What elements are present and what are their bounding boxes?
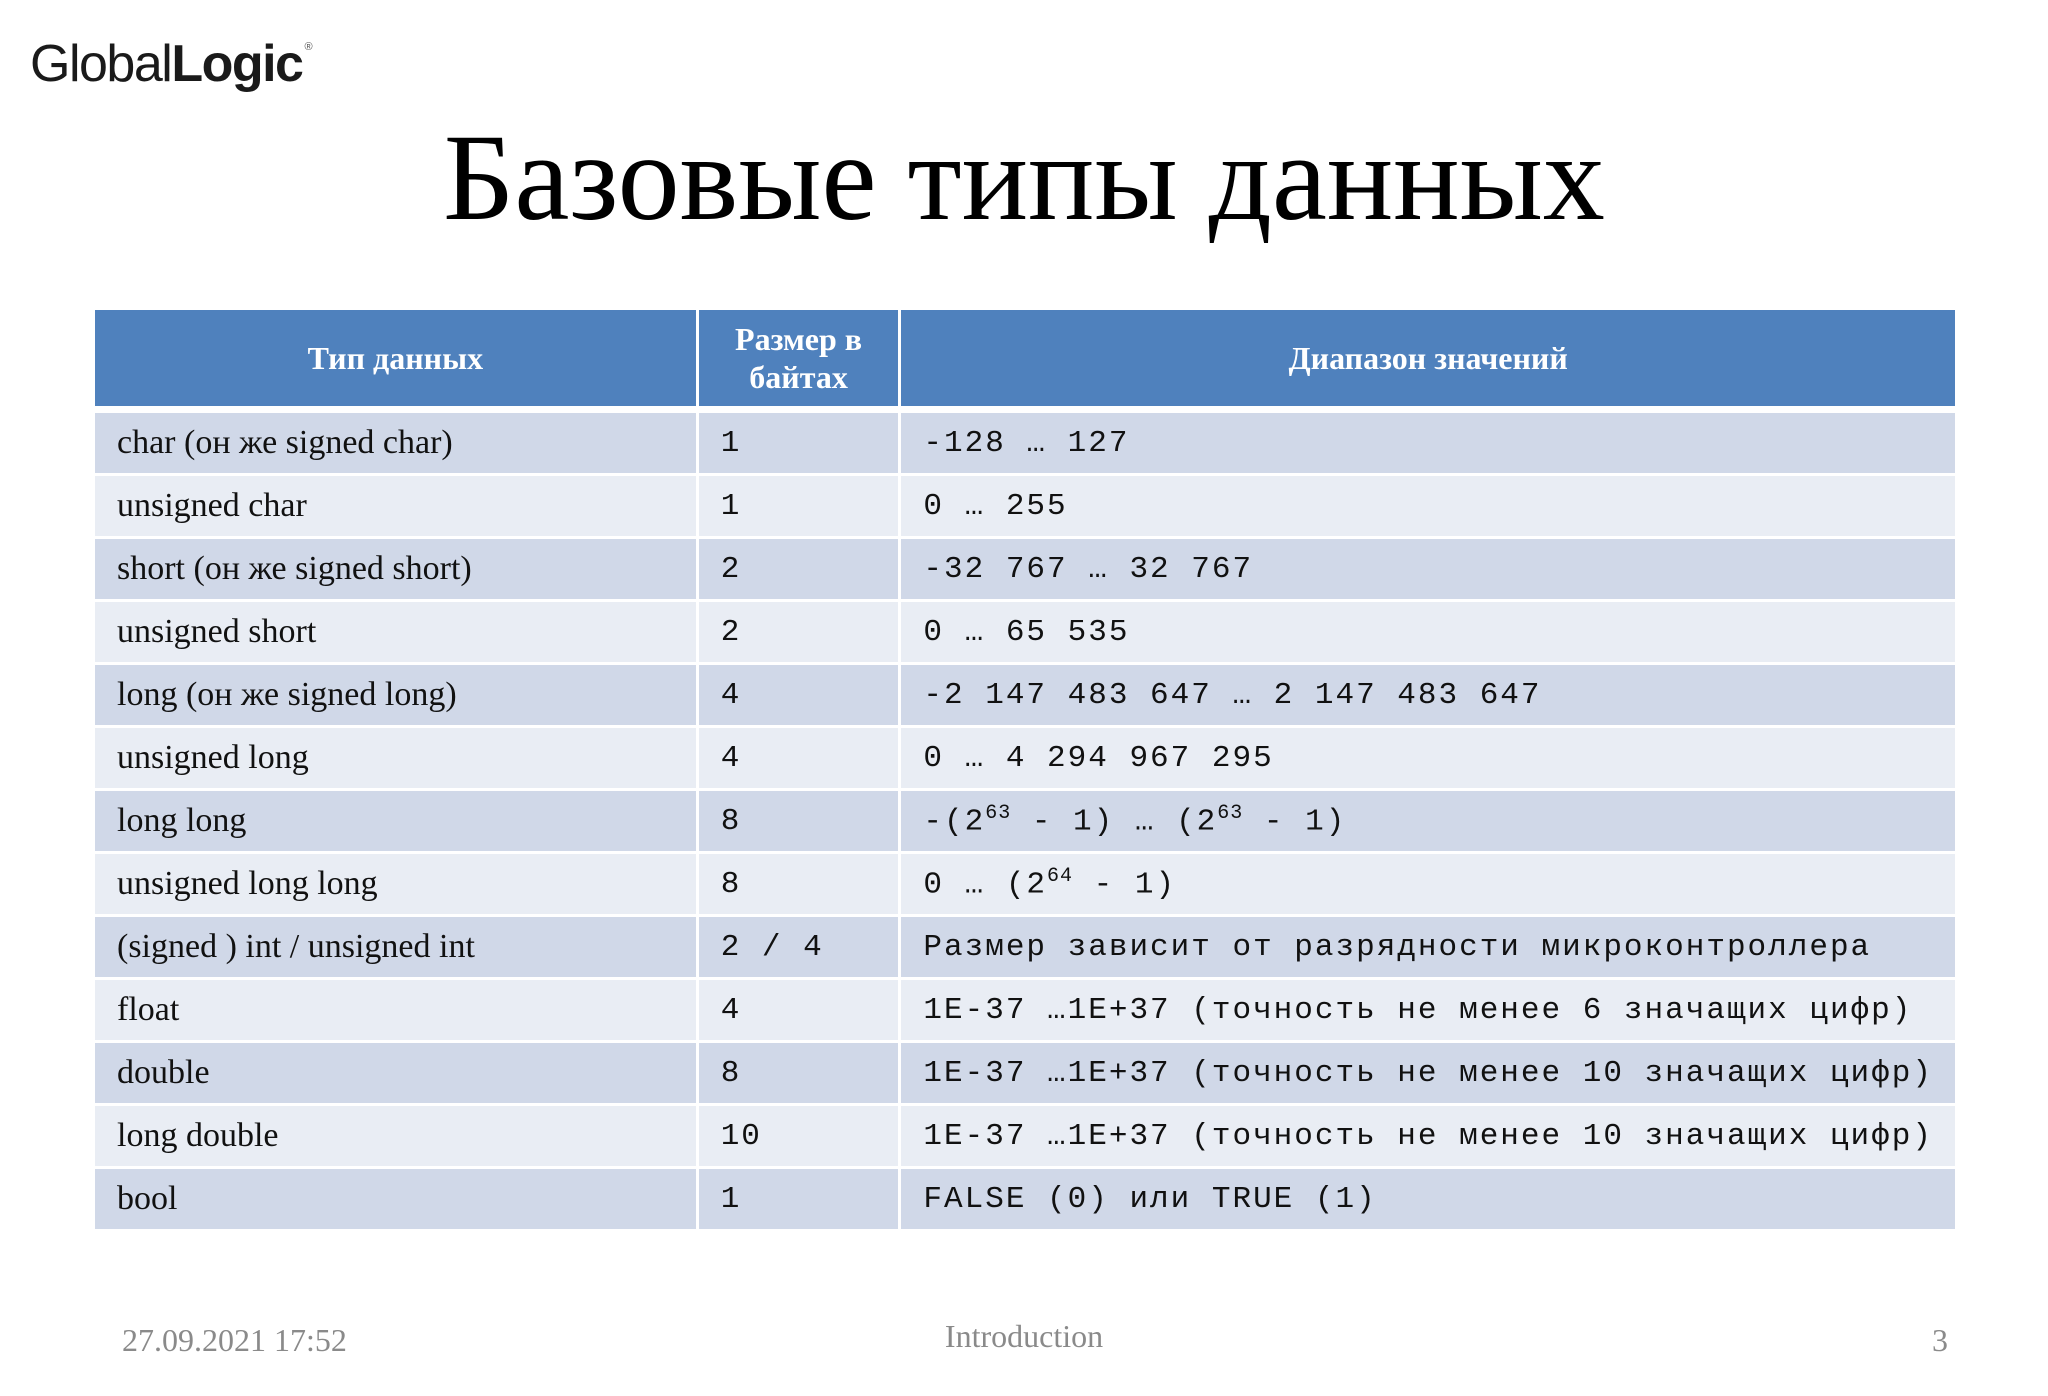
table-row — [95, 854, 1955, 917]
range-cell: -128 … 127 — [901, 413, 1955, 476]
type-cell: long (он же signed long) — [95, 665, 699, 728]
size-cell: 4 — [699, 980, 902, 1043]
range-part: - 1) — [1243, 804, 1347, 840]
range-part: - 1) — [1073, 867, 1177, 903]
footer-page-number: 3 — [1932, 1322, 1948, 1358]
size-cell: 2 — [699, 539, 902, 602]
data-types-table — [95, 310, 1955, 1232]
table-row — [95, 728, 1955, 791]
type-cell: char (он же signed char) — [95, 413, 699, 476]
size-cell: 4 — [699, 665, 902, 728]
table-row — [95, 665, 1955, 728]
globallogic-logo — [30, 35, 312, 93]
range-part: - 1) … (2 — [1011, 804, 1218, 840]
footer-date: 27.09.2021 17:52 — [122, 1322, 347, 1358]
table-row — [95, 476, 1955, 539]
table-row — [95, 1043, 1955, 1106]
size-cell: 1 — [699, 476, 902, 539]
type-cell: short (он же signed short) — [95, 539, 699, 602]
range-cell: 1E-37 …1E+37 (точность не менее 10 значащих цифр) — [901, 1043, 1955, 1106]
type-cell: bool — [95, 1169, 699, 1232]
range-cell: 0 … 255 — [901, 476, 1955, 539]
type-cell: double — [95, 1043, 699, 1106]
size-cell: 8 — [699, 791, 902, 854]
header-range: Диапазон значений — [901, 310, 1955, 413]
type-cell: unsigned long — [95, 728, 699, 791]
slide-title: Базовые типы данных — [443, 109, 1605, 246]
logo-registered-mark: ® — [304, 41, 312, 53]
range-part: -(2 — [923, 804, 986, 840]
type-cell: unsigned char — [95, 476, 699, 539]
size-cell: 10 — [699, 1106, 902, 1169]
table-row — [95, 1106, 1955, 1169]
footer-section-title: Introduction — [944, 1318, 1104, 1354]
size-cell: 1 — [699, 1169, 902, 1232]
range-cell: -2 147 483 647 … 2 147 483 647 — [901, 665, 1955, 728]
size-cell: 1 — [699, 413, 902, 476]
range-cell: Размер зависит от разрядности микроконтроллера — [901, 917, 1955, 980]
range-cell: 0 … 65 535 — [901, 602, 1955, 665]
table-row — [95, 602, 1955, 665]
type-cell: long long — [95, 791, 699, 854]
range-exponent: 63 — [1217, 802, 1244, 826]
table-header-row — [95, 310, 1955, 413]
range-cell — [901, 791, 1955, 854]
size-cell: 8 — [699, 854, 902, 917]
range-cell: FALSE (0) или TRUE (1) — [901, 1169, 1955, 1232]
size-cell: 2 — [699, 602, 902, 665]
logo-text-global: Global — [30, 35, 172, 93]
range-exponent: 64 — [1047, 865, 1074, 889]
size-cell: 2 / 4 — [699, 917, 902, 980]
table-row — [95, 413, 1955, 476]
range-part: 0 … (2 — [923, 867, 1048, 903]
range-cell: 1E-37 …1E+37 (точность не менее 6 значащих цифр) — [901, 980, 1955, 1043]
table-row — [95, 1169, 1955, 1232]
table-row — [95, 791, 1955, 854]
size-cell: 4 — [699, 728, 902, 791]
range-cell — [901, 854, 1955, 917]
range-cell: 1E-37 …1E+37 (точность не менее 10 значащих цифр) — [901, 1106, 1955, 1169]
logo-text-logic: Logic — [171, 35, 303, 93]
table-row — [95, 539, 1955, 602]
range-cell: -32 767 … 32 767 — [901, 539, 1955, 602]
header-type: Тип данных — [95, 310, 699, 413]
type-cell: (signed ) int / unsigned int — [95, 917, 699, 980]
range-cell: 0 … 4 294 967 295 — [901, 728, 1955, 791]
type-cell: long double — [95, 1106, 699, 1169]
type-cell: float — [95, 980, 699, 1043]
table-row — [95, 980, 1955, 1043]
type-cell: unsigned long long — [95, 854, 699, 917]
header-size: Размер в байтах — [699, 310, 902, 413]
range-exponent: 63 — [985, 802, 1012, 826]
size-cell: 8 — [699, 1043, 902, 1106]
type-cell: unsigned short — [95, 602, 699, 665]
table-row — [95, 917, 1955, 980]
